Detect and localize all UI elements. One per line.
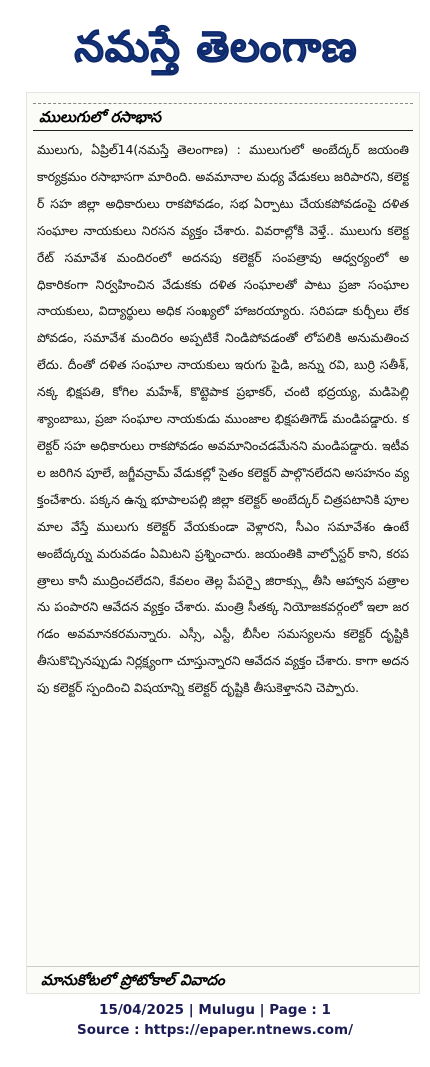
newspaper-logo: నమస్తే తెలంగాణ xyxy=(74,22,358,71)
article-clipping xyxy=(26,92,420,994)
source-link: Source : https://epaper.ntnews.com/ xyxy=(76,1022,354,1038)
article-heading: ములుగులో రసాభాస xyxy=(33,104,413,131)
dateline: 15/04/2025 | Mulugu | Page : 1 xyxy=(99,1002,331,1018)
clipping-cut-edge xyxy=(33,95,413,104)
next-article-heading: మానుకోటలో ప్రోటోకాల్ వివాదం xyxy=(27,966,420,993)
article-body: ములుగు, ఏప్రిల్14(నమస్తే తెలంగాణ) : ములుగులో అంబేద్కర్ జయంతి కార్యక్రమం రసాభాసగా మారింది. అవమానాల మధ్య వేడుకలు జరిపారని, కలెక్టర్ సహ జిల్లా అధికారులు రాకపోవడం, సభ ఏర్పాటు చేయకపోవడంపై దళిత సంఘాల నాయకులు నిరసన వ్యక్తం చేశారు. వివరాల్లోకి వెళ్తే.. ములుగు కలెక్టరేట్ సమావేశ మందిరంలో అదనపు కలెక్టర్ సంపత్రావు ఆధ్వర్యంలో అధికారికంగా నిర్వహించిన వేడుకకు దళిత సంఘాలతో పాటు ప్రజా సంఘాల నాయకులు, విద్యార్థులు అధిక సంఖ్యలో హాజరయ్యారు. సరిపడా కుర్చీలు లేకపోవడం, సమావేశ మందిరం అప్పటికే నిండిపోవడంతో లోపలికి అనుమతించలేదు. దీంతో దళిత సంఘాల నాయకులు ఇరుగు పైడి, జన్ను రవి, బుర్రి సతీశ్, నక్క భిక్షపతి, కోగిల మహేశ్, కొట్టెపాక ప్రభాకర్, చంటి భద్రయ్య, మడిపెల్లి శ్యాంబాబు, ప్రజా సంఘాల నాయకుడు ముంజాల భిక్షపతిగౌడ్ మండిపడ్డారు. కలెక్టర్ సహ అధికారులు రాకపోవడం అవమానించడమేనని మండిపడ్డారు. ఇటీవల జరిగిన పూలే, జగ్జీవన్రామ్ వేడుకల్లో సైతం కలెక్టర్ పాల్గొనలేదని అసహనం వ్యక్తంచేశారు. పక్కన ఉన్న భూపాలపల్లి జిల్లా కలెక్టర్ అంబేద్కర్ చిత్రపటానికి పూలమాల వేస్తే ములుగు కలెక్టర్ వేయకుండా వెళ్లారని, సీఎం సమావేశం ఉంటే అంబేద్కర్ను మరువడం ఏమిటని ప్రశ్నించారు. జయంతికి వాల్పోస్టర్ కాని, కరపత్రాలు కానీ ముద్రించలేదని, కేవలం తెల్ల పేపర్పై జిరాక్స్లు తీసి ఆహ్వాన పత్రాలను పంపారని ఆవేదన వ్యక్తం చేశారు. మంత్రి సీతక్క నియోజకవర్గంలో ఇలా జరగడం అవమానకరమన్నారు. ఎస్సీ, ఎస్టీ, బీసీల సమస్యలను కలెక్టర్ దృష్టికి తీసుకొచ్చినప్పుడు నిర్లక్ష్యంగా చూస్తున్నారని ఆవేదన వ్యక్తం చేశారు. కాగా అదనపు కలెక్టర్ స్పందించి విషయాన్ని కలెక్టర్ దృష్టికి తీసుకెళ్తానని చెప్పారు. xyxy=(37,142,409,696)
masthead xyxy=(0,0,430,92)
source-footer xyxy=(0,1000,430,1040)
